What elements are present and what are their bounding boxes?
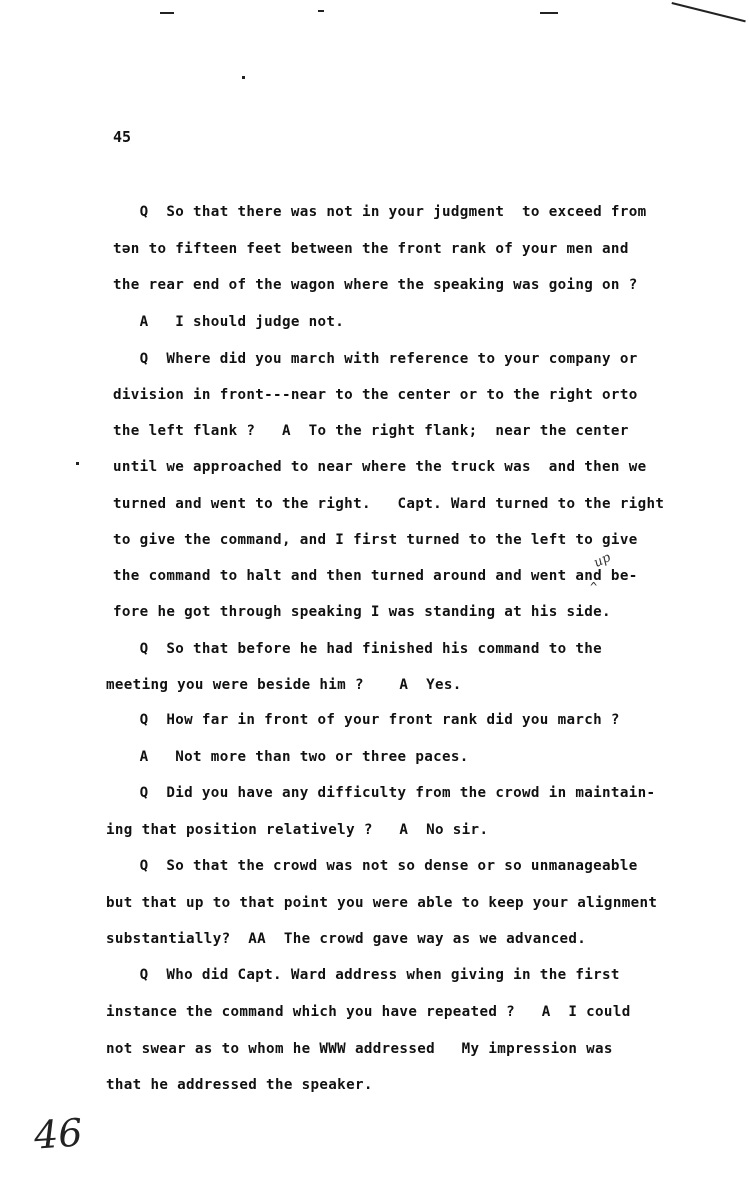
text-line: Q So that before he had finished his command to the: [113, 641, 603, 657]
page-number: 45: [113, 128, 132, 146]
text-line: the rear end of the wagon where the speaking was going on ?: [113, 277, 638, 293]
handwritten-page-number: 46: [32, 1110, 84, 1158]
handwritten-insert: up: [591, 550, 614, 571]
text-line: A Not more than two or three paces.: [113, 749, 469, 765]
text-line: division in front---near to the center or to the right orto: [113, 387, 638, 403]
text-line: Q So that the crowd was not so dense or so unmanageable: [113, 858, 638, 874]
scan-mark: [540, 12, 558, 14]
caret-mark: ^: [590, 580, 598, 594]
text-line: instance the command which you have repeated ? A I could: [106, 1004, 631, 1020]
text-line: but that up to that point you were able to keep your alignment: [106, 895, 658, 911]
text-line: A I should judge not.: [113, 314, 345, 330]
text-line: Q Where did you march with reference to your company or: [113, 351, 638, 367]
scan-mark: [160, 12, 174, 14]
text-line: fore he got through speaking I was standing at his side.: [113, 604, 611, 620]
text-line: substantially? AA The crowd gave way as we advanced.: [106, 931, 587, 947]
text-line: Q Who did Capt. Ward address when giving in the first: [113, 967, 620, 983]
text-line: to give the command, and I first turned to the left to give: [113, 532, 638, 548]
text-line: Q Did you have any difficulty from the crowd in maintain-: [113, 785, 656, 801]
scan-mark: [242, 76, 245, 79]
scan-mark: [76, 462, 79, 465]
scan-mark: [318, 10, 324, 12]
text-line: the command to halt and then turned around and went and be-: [113, 568, 638, 584]
text-line: that he addressed the speaker.: [106, 1077, 373, 1093]
text-line: meeting you were beside him ? A Yes.: [106, 677, 462, 693]
text-line: turned and went to the right. Capt. Ward turned to the right: [113, 496, 665, 512]
text-line: tən to fifteen feet between the front rank of your men and: [113, 241, 629, 257]
text-line: until we approached to near where the truck was and then we: [113, 459, 647, 475]
text-line: ing that position relatively ? A No sir.: [106, 822, 489, 838]
scan-mark: [672, 2, 746, 22]
text-line: Q So that there was not in your judgment to exceed from: [113, 204, 647, 220]
text-line: the left flank ? A To the right flank; near the center: [113, 423, 629, 439]
text-line: not swear as to whom he WWW addressed My impression was: [106, 1041, 613, 1057]
text-line: Q How far in front of your front rank did you march ?: [113, 712, 620, 728]
